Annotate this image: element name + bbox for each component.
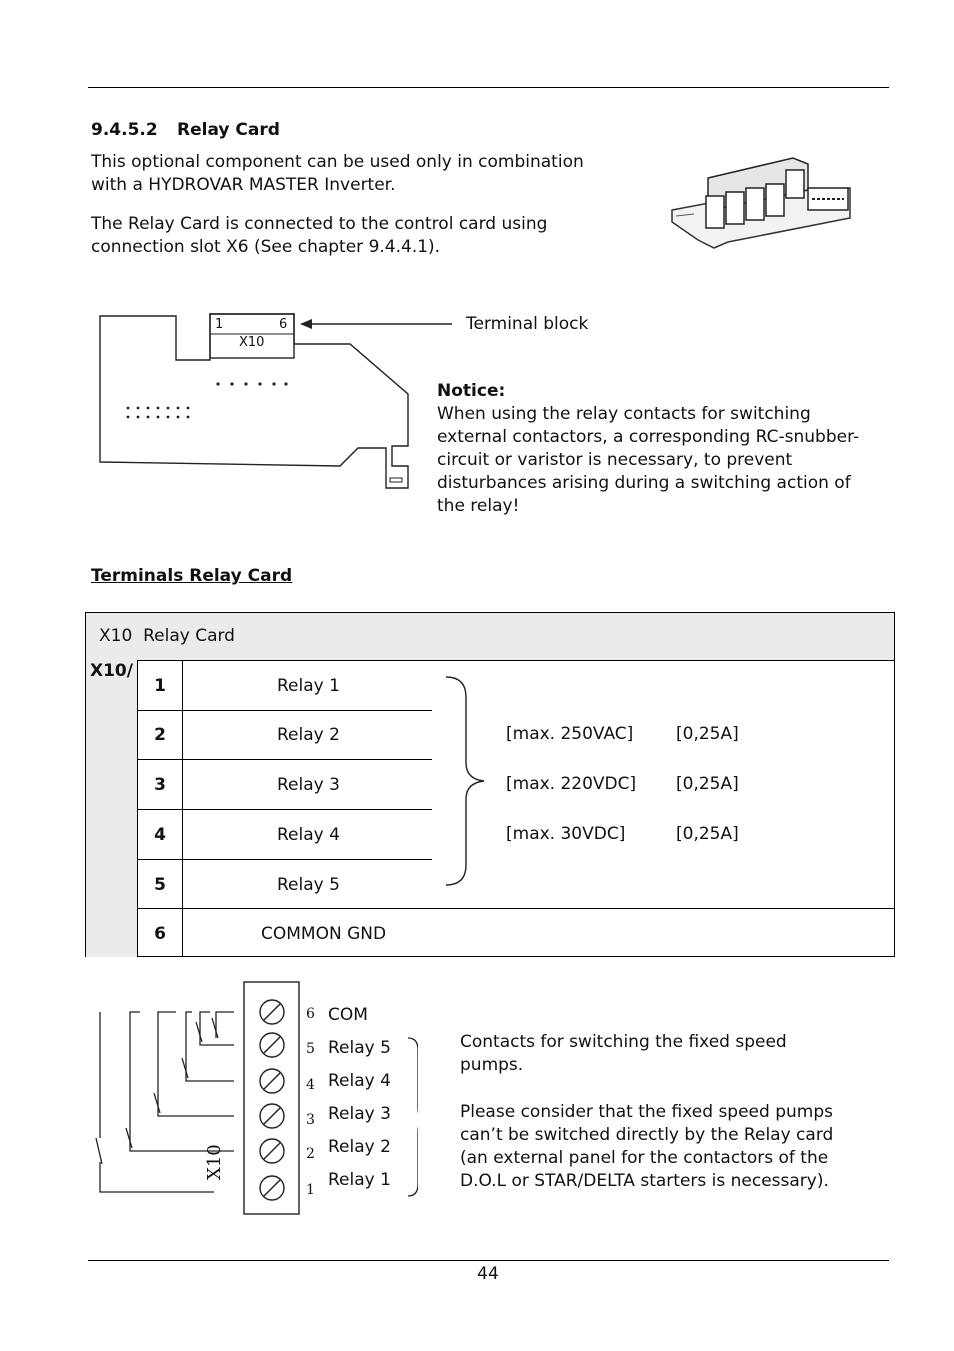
note-line: (an external panel for the contactors of the	[460, 1148, 829, 1168]
terminal-pin-number: 3	[306, 1112, 315, 1128]
board-pin-6-label: 6	[279, 317, 288, 332]
notice	[437, 380, 859, 518]
intro-paragraph-1	[91, 151, 584, 197]
page-number: 44	[477, 1264, 499, 1284]
terminal-number: 4	[154, 825, 166, 845]
intro-line: This optional component can be used only in combination	[91, 152, 584, 172]
terminal-number: 3	[154, 775, 166, 795]
terminal-number: 2	[154, 725, 166, 745]
row-divider	[138, 710, 432, 711]
footer-rule	[88, 1260, 889, 1261]
contacts-note	[460, 1031, 787, 1077]
terminal-label: Relay 2	[277, 725, 340, 745]
terminal-label: Relay 4	[277, 825, 340, 845]
section-title: Relay Card	[177, 120, 280, 140]
terminal-pin-label: Relay 2	[328, 1137, 391, 1157]
terminal-label: Relay 1	[277, 676, 340, 696]
row-divider	[138, 908, 894, 909]
terminal-pin-number: 2	[306, 1146, 315, 1162]
board-connector-label: X10	[239, 335, 265, 350]
notice-line: When using the relay contacts for switching	[437, 404, 811, 424]
table-header	[86, 613, 894, 661]
header-rule	[88, 87, 889, 88]
table-header-text: X10 Relay Card	[99, 626, 235, 646]
intro-line: connection slot X6 (See chapter 9.4.4.1).	[91, 237, 441, 257]
terminal-pin-label: Relay 5	[328, 1038, 391, 1058]
terminal-pin-number: 1	[306, 1182, 315, 1198]
intro-line: with a HYDROVAR MASTER Inverter.	[91, 175, 396, 195]
note-line: D.O.L or STAR/DELTA starters is necessary).	[460, 1171, 829, 1191]
terminal-table	[85, 612, 895, 957]
intro-line: The Relay Card is connected to the control card using	[91, 214, 548, 234]
terminal-pin-number: 6	[306, 1006, 315, 1022]
terminal-label: COMMON GND	[261, 924, 387, 944]
row-divider	[138, 809, 432, 810]
terminal-label: Relay 3	[277, 775, 340, 795]
terminal-block-callout: Terminal block	[466, 314, 589, 334]
board-pin-1-label: 1	[215, 317, 224, 332]
terminal-number: 5	[154, 875, 166, 895]
notice-line: disturbances arising during a switching action of	[437, 473, 851, 493]
note-line: Please consider that the fixed speed pumps	[460, 1102, 833, 1122]
rating-voltage: [max. 30VDC]	[506, 824, 626, 844]
row-divider	[138, 859, 432, 860]
terminal-number: 6	[154, 924, 166, 944]
rating-current: [0,25A]	[676, 774, 739, 794]
terminals-heading: Terminals Relay Card	[91, 566, 293, 586]
terminal-pin-label: Relay 4	[328, 1071, 391, 1091]
terminal-pin-label: Relay 3	[328, 1104, 391, 1124]
section-number: 9.4.5.2	[91, 120, 158, 140]
terminal-connector-label: X10	[204, 1144, 225, 1180]
row-divider	[138, 759, 432, 760]
terminal-number: 1	[154, 676, 166, 696]
notice-line: circuit or varistor is necessary, to prevent	[437, 450, 793, 470]
rating-voltage: [max. 220VDC]	[506, 774, 637, 794]
intro-paragraph-2	[91, 213, 547, 259]
table-group-column	[86, 660, 138, 957]
terminal-label: Relay 5	[277, 875, 340, 895]
rating-current: [0,25A]	[676, 724, 739, 744]
terminal-pin-label: Relay 1	[328, 1170, 391, 1190]
rating-brace	[442, 673, 488, 889]
notice-line: external contactors, a corresponding RC-snubber-	[437, 427, 860, 447]
table-group-label: X10/	[90, 661, 133, 681]
notice-title: Notice:	[437, 381, 506, 401]
rating-current: [0,25A]	[676, 824, 739, 844]
relay-card-illustration	[668, 150, 854, 250]
terminal-pin-number: 5	[306, 1041, 315, 1057]
rating-voltage: [max. 250VAC]	[506, 724, 634, 744]
consider-note	[460, 1101, 833, 1193]
note-line: can’t be switched directly by the Relay card	[460, 1125, 834, 1145]
callout-arrow	[298, 316, 456, 332]
terminal-pin-label: COM	[328, 1005, 368, 1025]
notice-line: the relay!	[437, 496, 520, 516]
note-line: Contacts for switching the fixed speed	[460, 1032, 787, 1052]
terminal-pin-number: 4	[306, 1077, 315, 1093]
note-line: pumps.	[460, 1055, 524, 1075]
